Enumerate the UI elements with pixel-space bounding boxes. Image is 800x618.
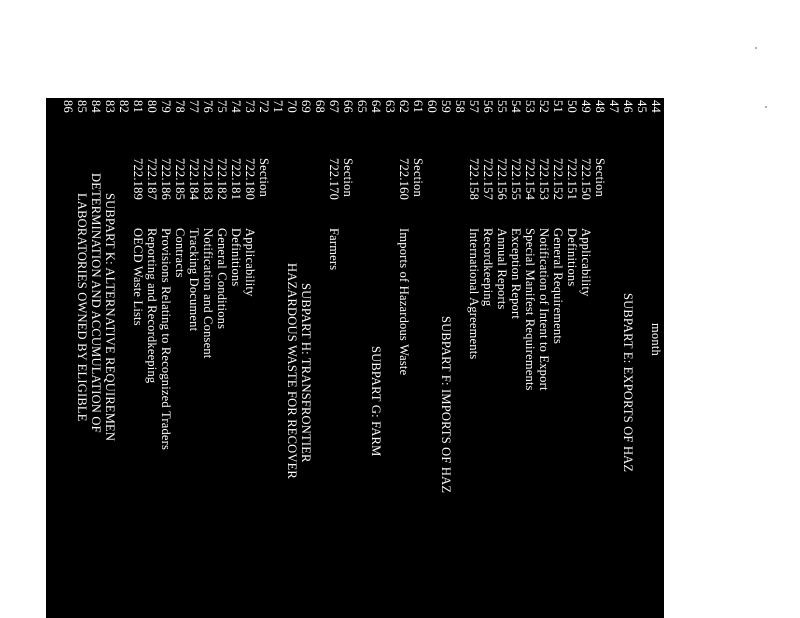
line-46 <box>621 98 634 618</box>
line-number: 62 <box>397 100 411 113</box>
line-number: 75 <box>215 100 229 113</box>
subpart-heading: SUBPART F: IMPORTS OF HAZ <box>439 316 453 494</box>
line-number: 77 <box>187 100 201 113</box>
section-title: Farmers <box>327 228 341 271</box>
section-title: International Agreements <box>467 228 481 360</box>
section-title: Notification of Intent to Export <box>537 228 551 391</box>
line-number: 82 <box>117 100 131 113</box>
line-79 <box>159 98 172 618</box>
line-number: 70 <box>285 100 299 113</box>
line-number: 53 <box>523 100 537 113</box>
section-title: Exception Report <box>509 228 523 320</box>
section-number: 722.156 <box>495 158 509 201</box>
line-number: 49 <box>579 100 593 113</box>
line-number: 65 <box>355 100 369 113</box>
section-number: 722.187 <box>145 158 159 201</box>
section-number: 722.181 <box>229 158 243 201</box>
line-71 <box>271 98 284 618</box>
line-67 <box>327 98 340 618</box>
line-78 <box>173 98 186 618</box>
line-61 <box>411 98 424 618</box>
line-54 <box>509 98 522 618</box>
line-59 <box>439 98 452 618</box>
section-title: Definitions <box>565 228 579 287</box>
line-number: 59 <box>439 100 453 113</box>
line-47 <box>607 98 620 618</box>
line-number: 66 <box>341 100 355 113</box>
line-number: 55 <box>495 100 509 113</box>
line-49 <box>579 98 592 618</box>
line-72 <box>257 98 270 618</box>
rotated-page-content <box>46 98 664 618</box>
line-number: 83 <box>103 100 117 113</box>
line-number: 45 <box>635 100 649 113</box>
line-69 <box>299 98 312 618</box>
line-number: 61 <box>411 100 425 113</box>
line-number: 50 <box>565 100 579 113</box>
section-title: OECD Waste Lists <box>131 228 145 326</box>
line-number: 69 <box>299 100 313 113</box>
line-number: 46 <box>621 100 635 113</box>
line-66 <box>341 98 354 618</box>
line-number: 60 <box>425 100 439 113</box>
line-82 <box>117 98 130 618</box>
section-title: Definitions <box>229 228 243 287</box>
line-64 <box>369 98 382 618</box>
section-title: Tracking Document <box>187 228 201 332</box>
subpart-heading-continued: DETERMINATION AND ACCUMULATION OF <box>89 173 103 433</box>
scan-speck <box>755 47 757 49</box>
section-number: 722.153 <box>537 158 551 201</box>
section-number: 722.185 <box>173 158 187 201</box>
section-title: Annual Reports <box>495 228 509 310</box>
section-number: 722.182 <box>215 158 229 201</box>
section-heading: Section <box>411 158 425 197</box>
line-60 <box>425 98 438 618</box>
section-number: 722.186 <box>159 158 173 201</box>
line-number: 86 <box>61 100 75 113</box>
scanned-page <box>46 98 664 618</box>
line-number: 81 <box>131 100 145 113</box>
section-number: 722.155 <box>509 158 523 201</box>
line-83 <box>103 98 116 618</box>
section-number: 722.150 <box>579 158 593 201</box>
line-86 <box>61 98 74 618</box>
section-number: 722.152 <box>551 158 565 201</box>
line-53 <box>523 98 536 618</box>
line-51 <box>551 98 564 618</box>
section-title: General Conditions <box>215 228 229 330</box>
line-74 <box>229 98 242 618</box>
section-number: 722.157 <box>481 158 495 201</box>
line-76 <box>201 98 214 618</box>
subpart-heading: SUBPART K: ALTERNATIVE REQUIREMEN <box>103 193 117 442</box>
section-heading: Section <box>341 158 355 197</box>
line-number: 67 <box>327 100 341 113</box>
section-number: 722.184 <box>187 158 201 201</box>
line-77 <box>187 98 200 618</box>
column-heading: month <box>649 323 663 356</box>
line-84 <box>89 98 102 618</box>
line-number: 73 <box>243 100 257 113</box>
line-55 <box>495 98 508 618</box>
line-50 <box>565 98 578 618</box>
section-title: Provisions Relating to Recognized Traders <box>159 228 173 451</box>
line-number: 51 <box>551 100 565 113</box>
line-number: 68 <box>313 100 327 113</box>
subpart-heading: SUBPART H: TRANSFRONTIER <box>299 283 313 463</box>
section-title: General Requirements <box>551 228 565 345</box>
line-75 <box>215 98 228 618</box>
section-heading: Section <box>593 158 607 197</box>
section-title: Recordkeeping <box>481 228 495 307</box>
line-number: 80 <box>145 100 159 113</box>
line-81 <box>131 98 144 618</box>
section-title: Applicability <box>243 228 257 297</box>
line-56 <box>481 98 494 618</box>
line-65 <box>355 98 368 618</box>
scan-speck <box>765 106 767 108</box>
line-number: 84 <box>89 100 103 113</box>
line-number: 74 <box>229 100 243 113</box>
line-number: 78 <box>173 100 187 113</box>
section-title: Imports of Hazardous Waste <box>397 228 411 376</box>
line-62 <box>397 98 410 618</box>
section-number: 722.160 <box>397 158 411 201</box>
section-number: 722.189 <box>131 158 145 201</box>
section-title: Notification and Consent <box>201 228 215 359</box>
section-title: Reporting and Recordkeeping <box>145 228 159 384</box>
line-number: 47 <box>607 100 621 113</box>
line-number: 52 <box>537 100 551 113</box>
line-70 <box>285 98 298 618</box>
line-80 <box>145 98 158 618</box>
line-85 <box>75 98 88 618</box>
line-number: 79 <box>159 100 173 113</box>
section-title: Special Manifest Requirements <box>523 228 537 391</box>
line-45 <box>635 98 648 618</box>
section-number: 722.154 <box>523 158 537 201</box>
line-number: 48 <box>593 100 607 113</box>
line-57 <box>467 98 480 618</box>
section-title: Applicability <box>579 228 593 297</box>
section-number: 722.151 <box>565 158 579 201</box>
line-number: 72 <box>257 100 271 113</box>
line-number: 57 <box>467 100 481 113</box>
section-number: 722.170 <box>327 158 341 201</box>
line-58 <box>453 98 466 618</box>
subpart-heading: SUBPART E: EXPORTS OF HAZ <box>621 293 635 473</box>
line-44 <box>649 98 662 618</box>
section-heading: Section <box>257 158 271 197</box>
line-48 <box>593 98 606 618</box>
section-number: 722.180 <box>243 158 257 201</box>
section-title: Contracts <box>173 228 187 278</box>
line-number: 85 <box>75 100 89 113</box>
line-52 <box>537 98 550 618</box>
line-number: 56 <box>481 100 495 113</box>
line-number: 58 <box>453 100 467 113</box>
line-number: 71 <box>271 100 285 113</box>
subpart-heading: SUBPART G: FARM <box>369 346 383 457</box>
line-63 <box>383 98 396 618</box>
line-68 <box>313 98 326 618</box>
line-number: 64 <box>369 100 383 113</box>
line-number: 44 <box>649 100 663 113</box>
section-number: 722.183 <box>201 158 215 201</box>
subpart-heading-continued: HAZARDOUS WASTE FOR RECOVER <box>285 263 299 479</box>
subpart-heading-continued: LABORATORIES OWNED BY ELIGIBLE <box>75 193 89 422</box>
line-number: 76 <box>201 100 215 113</box>
section-number: 722.158 <box>467 158 481 201</box>
line-number: 63 <box>383 100 397 113</box>
line-number: 54 <box>509 100 523 113</box>
line-73 <box>243 98 256 618</box>
